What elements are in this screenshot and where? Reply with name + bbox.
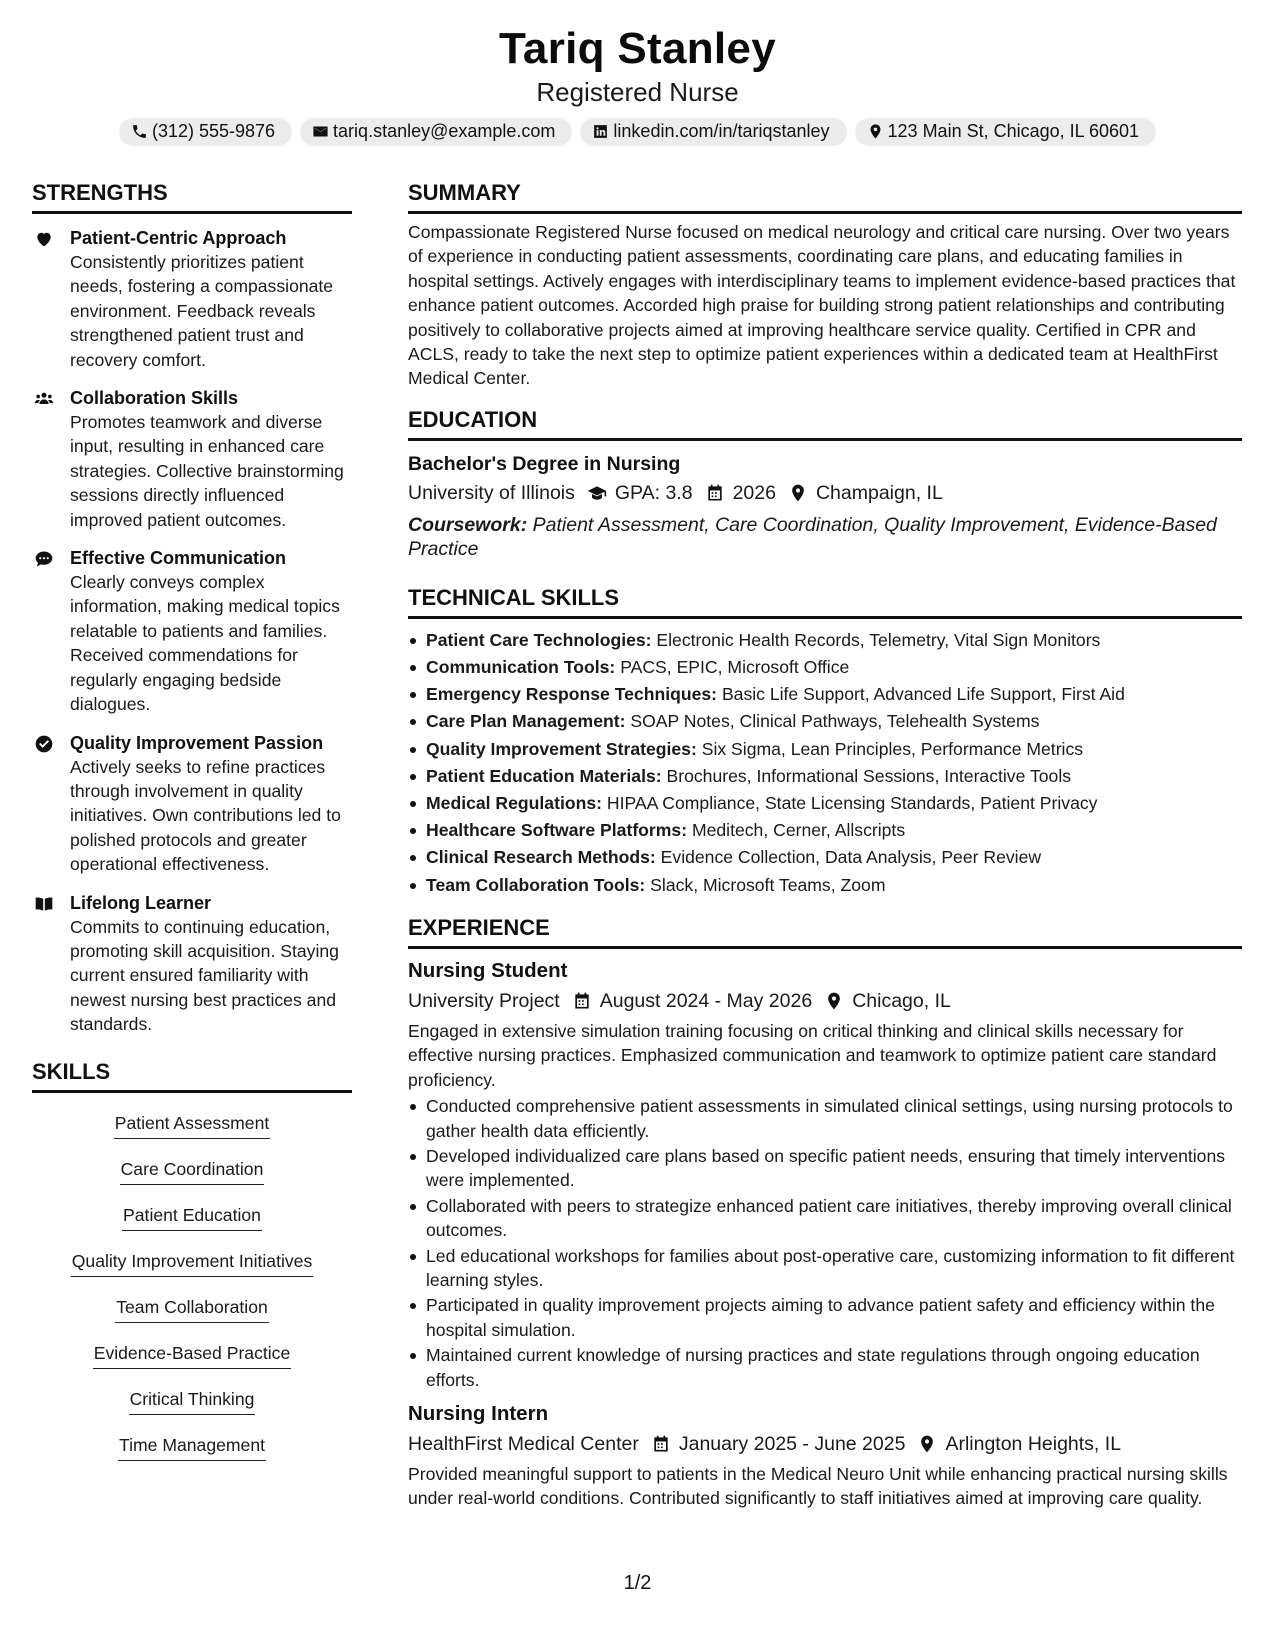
users-icon <box>34 389 54 409</box>
strengths-list <box>32 226 352 1037</box>
job-title: Nursing Intern <box>408 1401 549 1425</box>
strength-item <box>32 546 352 716</box>
skill-tag: Patient Assessment <box>114 1109 271 1139</box>
list-item: Maintained current knowledge of nursing practices and state regulations through ongoing education efforts. <box>408 1343 1242 1392</box>
contact-bar <box>0 118 1275 146</box>
list-item <box>408 654 1242 681</box>
strength-item <box>32 226 352 372</box>
strength-title: Effective Communication <box>70 548 287 569</box>
strength-item <box>32 891 352 1037</box>
strength-desc: Promotes teamwork and diverse input, resulting in enhanced care strategies. Collective brainstorming sessions directly influenced improved patient outcomes. <box>70 412 344 530</box>
linkedin-text[interactable]: linkedin.com/in/tariqstanley <box>613 121 830 141</box>
job-entry <box>408 957 1242 1392</box>
strength-title: Patient-Centric Approach <box>70 228 287 248</box>
coursework-list: Patient Assessment, Care Coordination, Quality Improvement, Evidence-Based Practice <box>408 513 1217 560</box>
list-item <box>408 817 1242 844</box>
linkedin-icon <box>592 123 609 140</box>
skill-tag: Team Collaboration <box>115 1293 269 1323</box>
job-bullets <box>408 1094 1242 1392</box>
calendar-icon <box>572 991 592 1011</box>
check-circle-icon <box>34 734 54 754</box>
strength-title: Lifelong Learner <box>70 892 212 913</box>
resume-header <box>0 22 1275 146</box>
strength-title: Quality Improvement Passion <box>70 732 324 753</box>
skill-values: Brochures, Informational Sessions, Interactive Tools <box>666 765 1072 786</box>
strength-item <box>32 386 352 532</box>
skill-values: Electronic Health Records, Telemetry, Vital Sign Monitors <box>656 629 1101 650</box>
skill-values: PACS, EPIC, Microsoft Office <box>620 657 850 678</box>
calendar-icon <box>705 483 725 503</box>
skill-values: Six Sigma, Lean Principles, Performance Metrics <box>701 738 1084 759</box>
skills-list <box>32 1103 352 1461</box>
list-item <box>408 872 1242 899</box>
education-meta <box>408 479 1242 507</box>
mail-icon <box>312 123 329 140</box>
address-pill <box>855 118 1157 146</box>
chat-icon <box>34 549 54 569</box>
phone-text: (312) 555-9876 <box>151 121 276 141</box>
skill-values: Evidence Collection, Data Analysis, Peer Review <box>660 847 1042 868</box>
experience-heading: EXPERIENCE <box>408 913 1242 949</box>
skill-values: Basic Life Support, Advanced Life Support, First Aid <box>721 684 1125 705</box>
job-org: HealthFirst Medical Center <box>408 1432 639 1455</box>
strength-desc: Actively seeks to refine practices through involvement in quality initiatives. Own contributions led to polished protocols and greater operational effectiveness. <box>70 756 341 875</box>
strength-item <box>32 731 352 877</box>
skill-category: Healthcare Software Platforms: <box>426 820 688 841</box>
list-item <box>408 736 1242 763</box>
address-text: 123 Main St, Chicago, IL 60601 <box>887 121 1140 141</box>
list-item <box>408 627 1242 654</box>
calendar-icon <box>651 1434 671 1454</box>
skill-values: HIPAA Compliance, State Licensing Standards, Patient Privacy <box>606 793 1098 814</box>
job-title: Nursing Student <box>408 958 568 982</box>
skill-values: SOAP Notes, Clinical Pathways, Telehealth Systems <box>630 711 1040 732</box>
skill-category: Medical Regulations: <box>426 793 602 814</box>
heart-icon <box>34 229 54 249</box>
map-pin-icon <box>867 123 884 140</box>
graduation-year: 2026 <box>732 481 776 504</box>
map-pin-icon <box>788 483 808 503</box>
summary-heading: SUMMARY <box>408 178 1242 214</box>
skill-tag: Time Management <box>118 1431 266 1461</box>
phone-icon <box>131 123 148 140</box>
school-location: Champaign, IL <box>815 481 943 504</box>
job-meta <box>408 987 1242 1015</box>
school-name: University of Illinois <box>408 481 575 504</box>
strength-desc: Consistently prioritizes patient needs, fostering a compassionate environment. Feedback reveals strengthened patient trust and recovery comfort. <box>70 252 334 370</box>
list-item <box>408 844 1242 871</box>
experience-section <box>408 913 1242 1511</box>
skill-category: Care Plan Management: <box>426 711 626 732</box>
strengths-heading: STRENGTHS <box>32 178 352 214</box>
page-number: 1/2 <box>623 1572 652 1594</box>
job-entry <box>408 1400 1242 1511</box>
email-pill[interactable] <box>300 118 572 146</box>
technical-skills-list <box>408 627 1242 899</box>
job-org: University Project <box>408 989 560 1012</box>
skill-values: Meditech, Cerner, Allscripts <box>691 820 906 841</box>
list-item <box>408 763 1242 790</box>
list-item: Participated in quality improvement projects aiming to advance patient safety and efficiency within the hospital simulation. <box>408 1293 1242 1342</box>
list-item <box>408 708 1242 735</box>
list-item: Developed individualized care plans based on specific patient needs, ensuring that timely interventions were implemented. <box>408 1144 1242 1193</box>
skill-category: Communication Tools: <box>426 657 616 678</box>
skill-tag: Critical Thinking <box>129 1385 256 1415</box>
right-column <box>408 178 1242 1511</box>
skill-category: Patient Care Technologies: <box>426 629 652 650</box>
list-item: Collaborated with peers to strategize enhanced patient care initiatives, thereby improving overall clinical outcomes. <box>408 1194 1242 1243</box>
education-section <box>408 405 1242 561</box>
job-dates: January 2025 - June 2025 <box>678 1432 906 1455</box>
candidate-title: Registered Nurse <box>536 77 739 107</box>
skill-category: Emergency Response Techniques: <box>426 684 718 705</box>
skill-tag: Patient Education <box>122 1201 262 1231</box>
list-item <box>408 681 1242 708</box>
coursework-label: Coursework: <box>408 513 528 536</box>
list-item: Conducted comprehensive patient assessments in simulated clinical settings, using nursing protocols to gather health data efficiently. <box>408 1094 1242 1143</box>
strength-title: Collaboration Skills <box>70 388 239 409</box>
job-location: Arlington Heights, IL <box>945 1432 1122 1455</box>
map-pin-icon <box>824 991 844 1011</box>
list-item <box>408 790 1242 817</box>
skill-category: Patient Education Materials: <box>426 765 662 786</box>
education-heading: EDUCATION <box>408 405 1242 441</box>
skill-tag: Quality Improvement Initiatives <box>71 1247 314 1277</box>
skill-category: Team Collaboration Tools: <box>426 874 646 895</box>
technical-skills-section <box>408 583 1242 899</box>
graduation-cap-icon <box>587 483 607 503</box>
skills-heading: SKILLS <box>32 1057 352 1093</box>
candidate-name: Tariq Stanley <box>499 24 776 73</box>
map-pin-icon <box>917 1434 937 1454</box>
strength-desc: Commits to continuing education, promoting skill acquisition. Staying current ensured familiarity with newest nursing best practices and standards. <box>70 916 339 1035</box>
job-dates: August 2024 - May 2026 <box>599 989 813 1012</box>
job-meta <box>408 1430 1242 1458</box>
email-text[interactable]: tariq.stanley@example.com <box>333 121 556 141</box>
list-item: Led educational workshops for families about post-operative care, customizing information to fit different learning styles. <box>408 1244 1242 1293</box>
skill-tag: Evidence-Based Practice <box>93 1339 292 1369</box>
skill-category: Clinical Research Methods: <box>426 847 656 868</box>
phone-pill <box>119 118 292 146</box>
gpa: GPA: 3.8 <box>614 481 693 504</box>
job-description: Engaged in extensive simulation training focusing on critical thinking and clinical skills necessary for effective nursing practices. Emphasized communication and teamwork to optimize patient care standard proficiency. <box>408 1020 1217 1090</box>
strength-desc: Clearly conveys complex information, making medical topics relatable to patients and families. Received commendations for regularly engaging bedside dialogues. <box>70 572 340 715</box>
technical-skills-heading: TECHNICAL SKILLS <box>408 583 1242 619</box>
linkedin-pill[interactable] <box>580 118 846 146</box>
summary-text: Compassionate Registered Nurse focused on medical neurology and critical care nursing. Over two years of experience in conducting patient assessments, coordinating care plans, and educating families in hospital settings. Actively engages with interdisciplinary teams to implement evidence-based practices that enhance patient outcomes. Accorded high praise for building strong patient relationships and contributing positively to collaborative projects aimed at improving healthcare service quality. Certified in CPR and ACLS, ready to take the next step to optimize patient experiences within a dedicated team at HealthFirst Medical Center. <box>408 222 1236 389</box>
skill-values: Slack, Microsoft Teams, Zoom <box>650 874 886 895</box>
book-icon <box>34 894 54 914</box>
coursework <box>408 513 1242 561</box>
left-column <box>32 178 352 1461</box>
skill-category: Quality Improvement Strategies: <box>426 738 697 759</box>
degree-title: Bachelor's Degree in Nursing <box>408 452 681 475</box>
job-location: Chicago, IL <box>852 989 951 1012</box>
skill-tag: Care Coordination <box>120 1155 265 1185</box>
job-description: Provided meaningful support to patients in the Medical Neuro Unit while enhancing practical nursing skills under real-world conditions. Contributed significantly to staff initiatives aimed at improving care quality. <box>408 1463 1228 1509</box>
